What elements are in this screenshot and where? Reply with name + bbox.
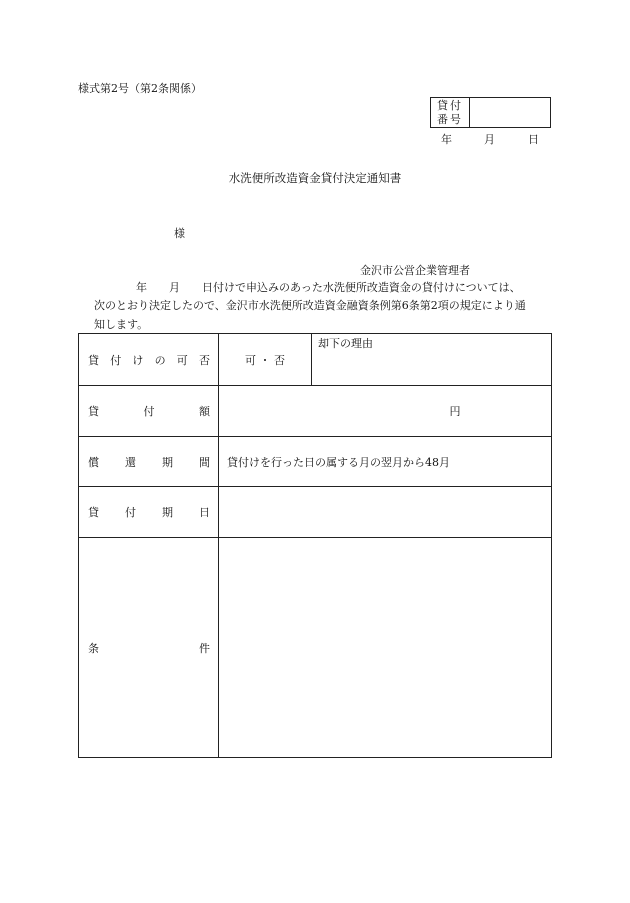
label-char: 付 [125, 506, 136, 519]
label-loan-date-text [79, 504, 218, 520]
rejection-reason-label: 却下の理由 [318, 337, 373, 350]
label-loan-date [79, 487, 219, 538]
label-approval [79, 334, 219, 386]
loan-number-value[interactable] [471, 98, 550, 127]
label-amount-text [79, 403, 218, 419]
amount-value[interactable]: 円 [219, 386, 552, 437]
label-conditions-text [79, 640, 218, 656]
form-number: 様式第2号（第2条関係） [78, 82, 202, 95]
label-amount [79, 386, 219, 437]
loan-number-label [431, 98, 470, 127]
label-char: 期 [162, 506, 173, 519]
label-char: 還 [125, 455, 136, 469]
loan-number-label-line1: 貸付 [437, 99, 463, 112]
body-line-1: 年 月 日付けで申込みのあった水洗便所改造資金の貸付けについては、 [136, 281, 521, 294]
label-repayment-period [79, 437, 219, 487]
decision-table [78, 333, 552, 758]
label-char: の [154, 353, 166, 367]
body-line-3: 知します。 [94, 318, 149, 331]
label-char: 件 [199, 641, 210, 655]
repayment-period-value: 貸付けを行った日の属する月の翌月から48月 [219, 437, 552, 487]
table-row-repayment [79, 437, 552, 487]
body-line-2: 次のとおり決定したので、金沢市水洗便所改造資金融資条例第6条第2項の規定により通 [94, 299, 526, 312]
label-char: 貸 [88, 506, 99, 519]
table-row-loan-date [79, 487, 552, 538]
date-year: 年 [441, 133, 452, 146]
loan-date-value[interactable] [219, 487, 552, 538]
label-char: 否 [198, 353, 210, 367]
table-row-approval [79, 334, 552, 386]
label-char: 条 [88, 641, 99, 655]
addressee-suffix: 様 [174, 227, 185, 240]
issuer-name: 金沢市公営企業管理者 [360, 264, 470, 277]
loan-number-label-line2: 番号 [437, 113, 463, 126]
label-char: 貸 [88, 353, 99, 367]
label-char: 貸 [88, 405, 99, 418]
label-char: 日 [199, 506, 210, 519]
approval-choice[interactable]: 可 ・ 否 [219, 334, 312, 386]
table-row-conditions [79, 538, 552, 758]
label-repayment-text [79, 454, 218, 470]
label-char: 償 [88, 455, 99, 469]
label-char: け [132, 353, 144, 367]
label-char: 期 [162, 455, 173, 469]
label-char: 付 [143, 405, 155, 418]
conditions-value[interactable] [219, 538, 552, 758]
table-row-amount [79, 386, 552, 437]
label-char: 額 [199, 405, 210, 418]
loan-number-box [430, 97, 551, 128]
rejection-reason-cell[interactable] [312, 334, 552, 386]
document-title: 水洗便所改造資金貸付決定通知書 [228, 171, 402, 185]
date-line [441, 131, 539, 147]
label-approval-text [79, 352, 218, 368]
date-month: 月 [484, 133, 495, 146]
label-char: 間 [199, 455, 210, 469]
label-char: 可 [176, 353, 188, 367]
label-conditions [79, 538, 219, 758]
label-char: 付 [110, 353, 122, 367]
date-day: 日 [528, 133, 539, 146]
